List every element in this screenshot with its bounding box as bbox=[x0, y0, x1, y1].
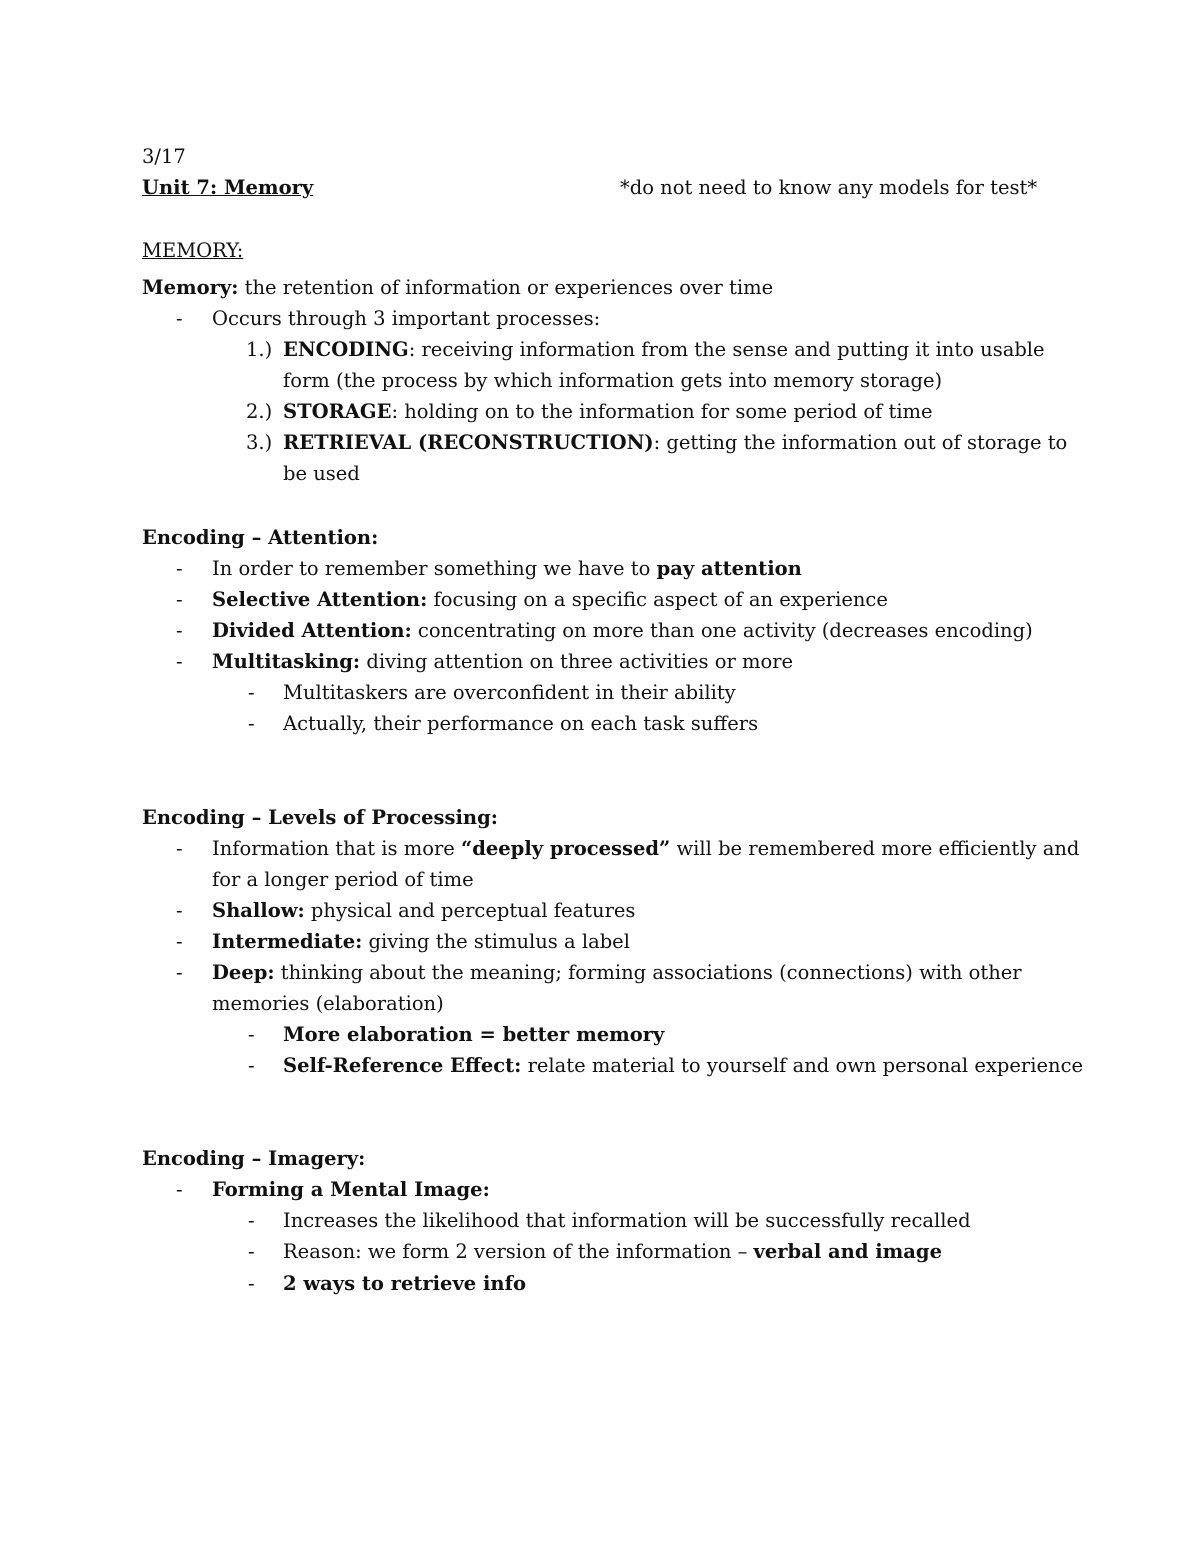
bullet-dash: - bbox=[248, 1240, 255, 1263]
encoding-item bbox=[283, 334, 1045, 365]
imagery-sub-3: 2 ways to retrieve info bbox=[283, 1272, 526, 1295]
attention-sub-1: Multitaskers are overconfident in their ability bbox=[283, 681, 736, 704]
bullet-dash: - bbox=[176, 837, 183, 860]
bullet-dash: - bbox=[176, 619, 183, 642]
unit-title: Unit 7: Memory bbox=[142, 176, 314, 199]
bullet-bold: “deeply processed” bbox=[461, 837, 671, 860]
imagery-heading: Encoding – Imagery: bbox=[142, 1147, 366, 1170]
bullet-dash: - bbox=[176, 588, 183, 611]
storage-text: : holding on to the information for some period of time bbox=[391, 400, 933, 423]
levels-bullet-1-continued: for a longer period of time bbox=[212, 868, 474, 891]
memory-definition bbox=[142, 272, 773, 303]
bullet-term: Selective Attention: bbox=[212, 588, 428, 611]
item-number: 1.) bbox=[246, 338, 273, 361]
item-number: 2.) bbox=[246, 400, 273, 423]
memory-heading: MEMORY: bbox=[142, 239, 244, 262]
bullet-bold: verbal and image bbox=[753, 1240, 942, 1263]
retrieval-item bbox=[283, 427, 1067, 458]
bullet-term: Intermediate: bbox=[212, 930, 363, 953]
levels-sub-1: More elaboration = better memory bbox=[283, 1023, 665, 1046]
levels-heading: Encoding – Levels of Processing: bbox=[142, 806, 498, 829]
bullet-text: thinking about the meaning; forming associations (connections) with other bbox=[274, 961, 1022, 984]
bullet-dash: - bbox=[176, 961, 183, 984]
attention-heading: Encoding – Attention: bbox=[142, 526, 379, 549]
bullet-text: focusing on a specific aspect of an experience bbox=[427, 588, 888, 611]
bullet-dash: - bbox=[176, 899, 183, 922]
imagery-sub-1: Increases the likelihood that information will be successfully recalled bbox=[283, 1209, 971, 1232]
encoding-continued: form (the process by which information gets into memory storage) bbox=[283, 369, 943, 392]
storage-term: STORAGE bbox=[283, 400, 392, 423]
bullet-dash: - bbox=[248, 1054, 255, 1077]
levels-bullet-1 bbox=[212, 833, 1079, 864]
bullet-dash: - bbox=[248, 681, 255, 704]
levels-bullet-4 bbox=[212, 957, 1022, 988]
bullet-dash: - bbox=[248, 712, 255, 735]
bullet-text: physical and perceptual features bbox=[304, 899, 636, 922]
bullet-text: diving attention on three activities or more bbox=[360, 650, 794, 673]
encoding-term: ENCODING bbox=[283, 338, 409, 361]
bullet-dash: - bbox=[248, 1272, 255, 1295]
attention-bullet-3 bbox=[212, 615, 1033, 646]
bullet-dash: - bbox=[248, 1209, 255, 1232]
bullet-dash: - bbox=[248, 1023, 255, 1046]
memory-def-text: the retention of information or experiences over time bbox=[238, 276, 774, 299]
date-label: 3/17 bbox=[142, 145, 186, 168]
bullet-term: Divided Attention: bbox=[212, 619, 412, 642]
bullet-text: In order to remember something we have to bbox=[212, 557, 657, 580]
bullet-dash: - bbox=[176, 307, 183, 330]
bullet-dash: - bbox=[176, 557, 183, 580]
attention-bullet-2 bbox=[212, 584, 888, 615]
attention-bullet-4 bbox=[212, 646, 793, 677]
retrieval-term: RETRIEVAL (RECONSTRUCTION) bbox=[283, 431, 654, 454]
imagery-bullet-1: Forming a Mental Image: bbox=[212, 1178, 490, 1201]
bullet-dash: - bbox=[176, 650, 183, 673]
bullet-term: Deep: bbox=[212, 961, 275, 984]
bullet-text: giving the stimulus a label bbox=[362, 930, 630, 953]
bullet-text: relate material to yourself and own personal experience bbox=[521, 1054, 1084, 1077]
item-number: 3.) bbox=[246, 431, 273, 454]
levels-sub-2 bbox=[283, 1050, 1083, 1081]
bullet-term: Shallow: bbox=[212, 899, 305, 922]
retrieval-continued: be used bbox=[283, 462, 360, 485]
storage-item bbox=[283, 396, 933, 427]
bullet-text: Information that is more bbox=[212, 837, 462, 860]
memory-term: Memory: bbox=[142, 276, 239, 299]
retrieval-text: : getting the information out of storage to bbox=[653, 431, 1068, 454]
levels-bullet-4-continued: memories (elaboration) bbox=[212, 992, 444, 1015]
bullet-dash: - bbox=[176, 1178, 183, 1201]
attention-bullet-1 bbox=[212, 553, 802, 584]
encoding-text: : receiving information from the sense and putting it into usable bbox=[408, 338, 1045, 361]
levels-bullet-2 bbox=[212, 895, 635, 926]
bullet-text: Reason: we form 2 version of the information – bbox=[283, 1240, 754, 1263]
bullet-text: will be remembered more efficiently and bbox=[670, 837, 1080, 860]
bullet-text: concentrating on more than one activity (decreases encoding) bbox=[411, 619, 1033, 642]
imagery-sub-2 bbox=[283, 1236, 942, 1267]
bullet-term: Self-Reference Effect: bbox=[283, 1054, 522, 1077]
processes-bullet: Occurs through 3 important processes: bbox=[212, 307, 601, 330]
levels-bullet-3 bbox=[212, 926, 630, 957]
test-note: *do not need to know any models for test* bbox=[620, 176, 1038, 199]
bullet-dash: - bbox=[176, 930, 183, 953]
bullet-bold: pay attention bbox=[656, 557, 802, 580]
attention-sub-2: Actually, their performance on each task suffers bbox=[283, 712, 759, 735]
bullet-term: Multitasking: bbox=[212, 650, 361, 673]
